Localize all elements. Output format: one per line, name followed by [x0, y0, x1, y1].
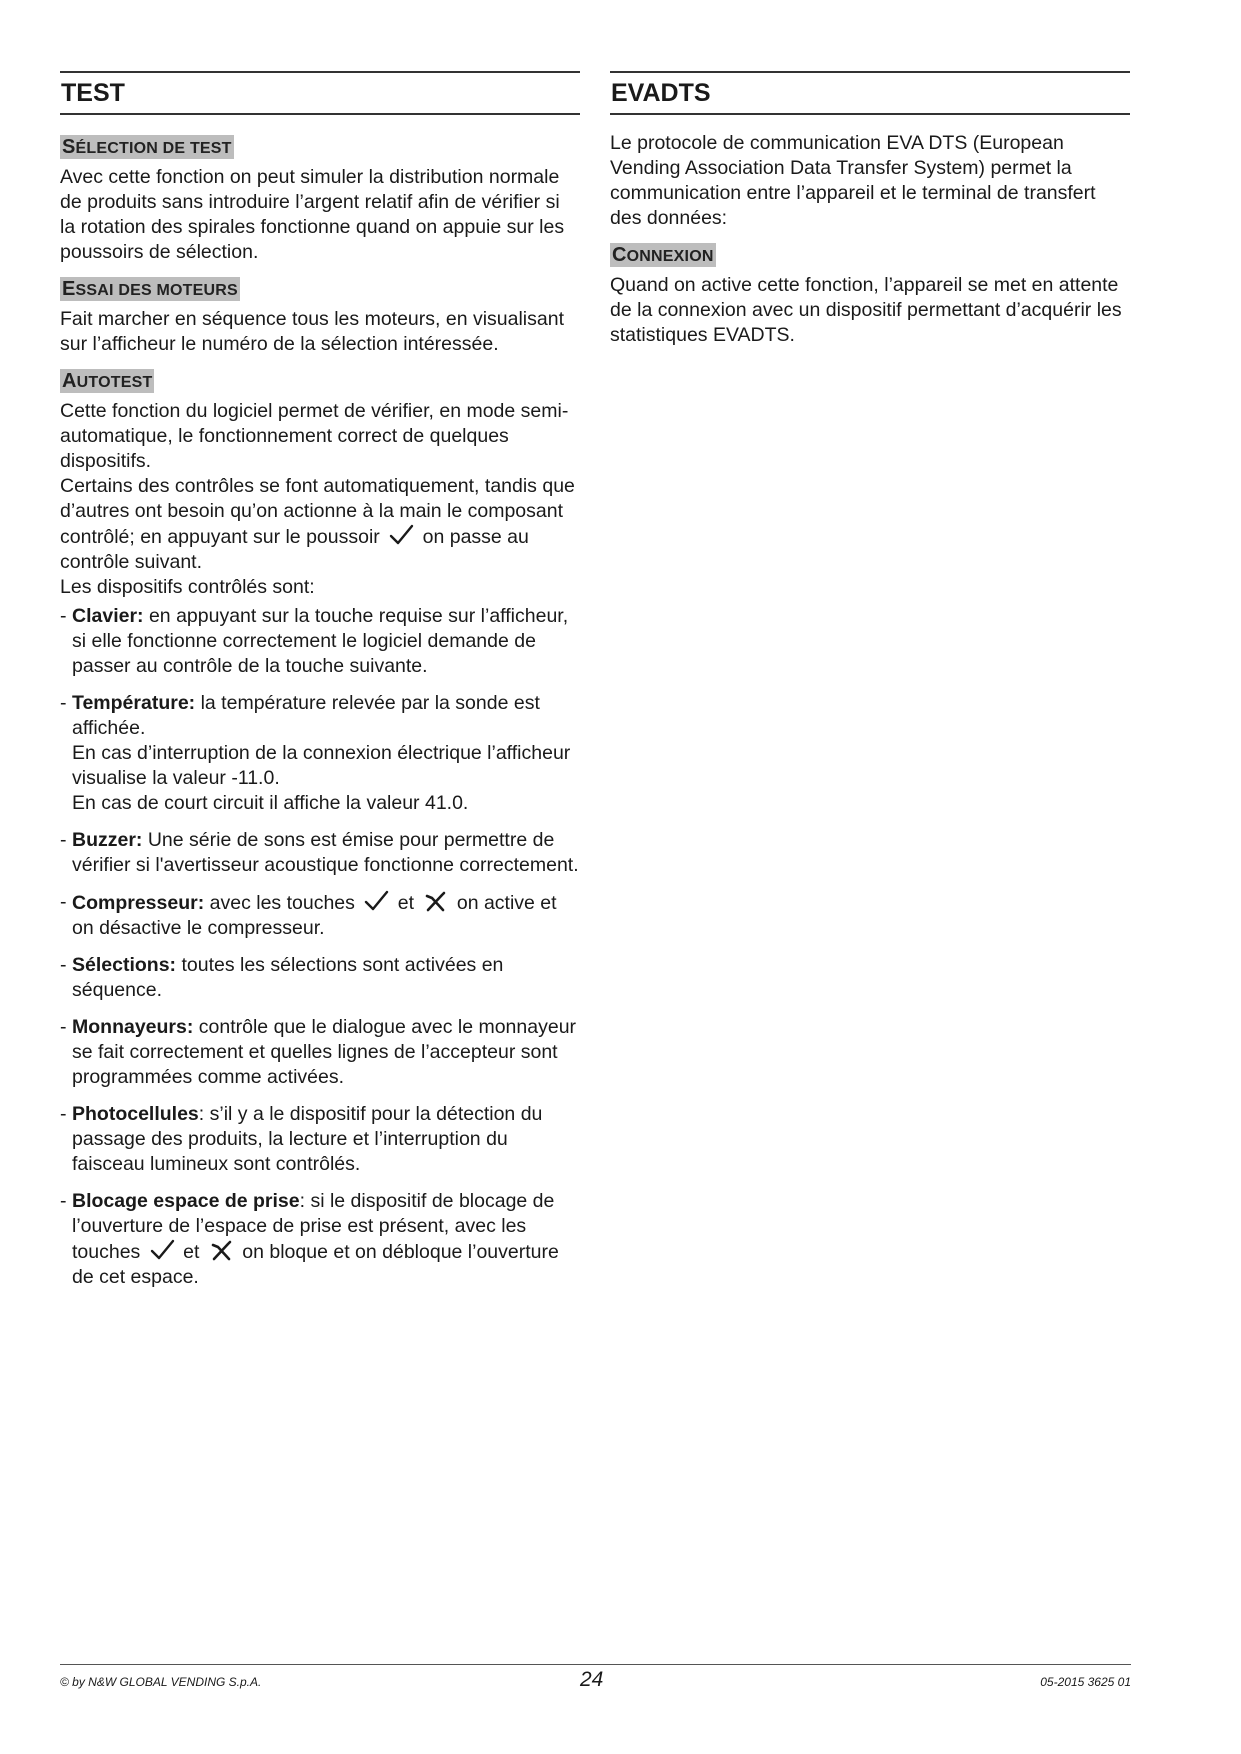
copyright: © by N&W GLOBAL VENDING S.p.A.: [60, 1675, 262, 1689]
page-footer: [60, 1664, 1131, 1699]
cross-icon: [208, 1239, 234, 1261]
paragraph-autotest-list-intro: Les dispositifs contrôlés sont:: [60, 576, 315, 598]
paragraph-selection-test: Avec cette fonction on peut simuler la distribution normale de produits sans introduire l’argent relatif afin de vérifier si la rotation des spirales fonctionne quand on appuie sur les poussoirs de sélection.: [60, 166, 565, 263]
document-code: 05-2015 3625 01: [1040, 1675, 1131, 1689]
section-title-evadts: EVADTS: [610, 71, 1130, 115]
left-column: [60, 71, 580, 1302]
check-icon: [388, 524, 414, 546]
paragraph-autotest-controls: Certains des contrôles se font automatiquement, tandis que d’autres ont besoin qu’on actionne à la main le composant contrôlé; en appuyant sur le poussoir on passe au contrôle suivant.: [60, 475, 575, 573]
paragraph-evadts: Le protocole de communication EVA DTS (European Vending Association Data Transfer System) permet la communication entre l’appareil et le terminal de transfert des données:: [610, 132, 1096, 229]
list-item-compresseur: - Compresseur: avec les touches et on active et on désactive le compresseur.: [60, 890, 580, 941]
section-title-test: TEST: [60, 71, 580, 115]
list-item-monnayeurs: - Monnayeurs: contrôle que le dialogue avec le monnayeur se fait correctement et quelles lignes de l’accepteur sont programmées comme activées.: [60, 1015, 580, 1090]
cross-icon: [422, 890, 448, 912]
subheading-essai-moteurs: ESSAI DES MOTEURS: [62, 278, 238, 300]
paragraph-essai-moteurs: Fait marcher en séquence tous les moteurs, en visualisant sur l’afficheur le numéro de la sélection intéressée.: [60, 308, 565, 355]
check-icon: [149, 1239, 175, 1261]
subheading-autotest: AUTOTEST: [62, 370, 153, 392]
list-item-temperature: - Température: la température relevée par la sonde est affichée. En cas d’interruption de la connexion électrique l’afficheur visualise la valeur -11.0. En cas de court circuit il affiche la valeur 41.0.: [60, 691, 580, 816]
list-item-selections: - Sélections: toutes les sélections sont activées en séquence.: [60, 953, 580, 1003]
list-item-clavier: - Clavier: en appuyant sur la touche requise sur l’afficheur, si elle fonctionne correctement le logiciel demande de passer au contrôle de la touche suivante.: [60, 604, 580, 679]
paragraph-connexion: Quand on active cette fonction, l’appareil se met en attente de la connexion avec un dispositif permettant d’acquérir les statistiques EVADTS.: [610, 274, 1122, 346]
subheading-selection-test: SÉLECTION DE TEST: [62, 136, 232, 158]
list-item-blocage: - Blocage espace de prise: si le dispositif de blocage de l’ouverture de l’espace de prise est présent, avec les touches et on bloque et on débloque l’ouverture de cet espace.: [60, 1189, 580, 1290]
list-item-photocellules: - Photocellules: s’il y a le dispositif pour la détection du passage des produits, la lecture et l’interruption du faisceau lumineux sont contrôlés.: [60, 1102, 580, 1177]
device-list: [60, 604, 580, 1290]
page-number: 24: [580, 1668, 604, 1691]
subheading-connexion: CONNEXION: [612, 244, 714, 266]
list-item-buzzer: - Buzzer: Une série de sons est émise pour permettre de vérifier si l'avertisseur acoustique fonctionne correctement.: [60, 828, 580, 878]
check-icon: [363, 890, 389, 912]
right-column: [610, 71, 1130, 356]
paragraph-autotest-intro: Cette fonction du logiciel permet de vérifier, en mode semi-automatique, le fonctionnement correct de quelques dispositifs.: [60, 400, 569, 472]
